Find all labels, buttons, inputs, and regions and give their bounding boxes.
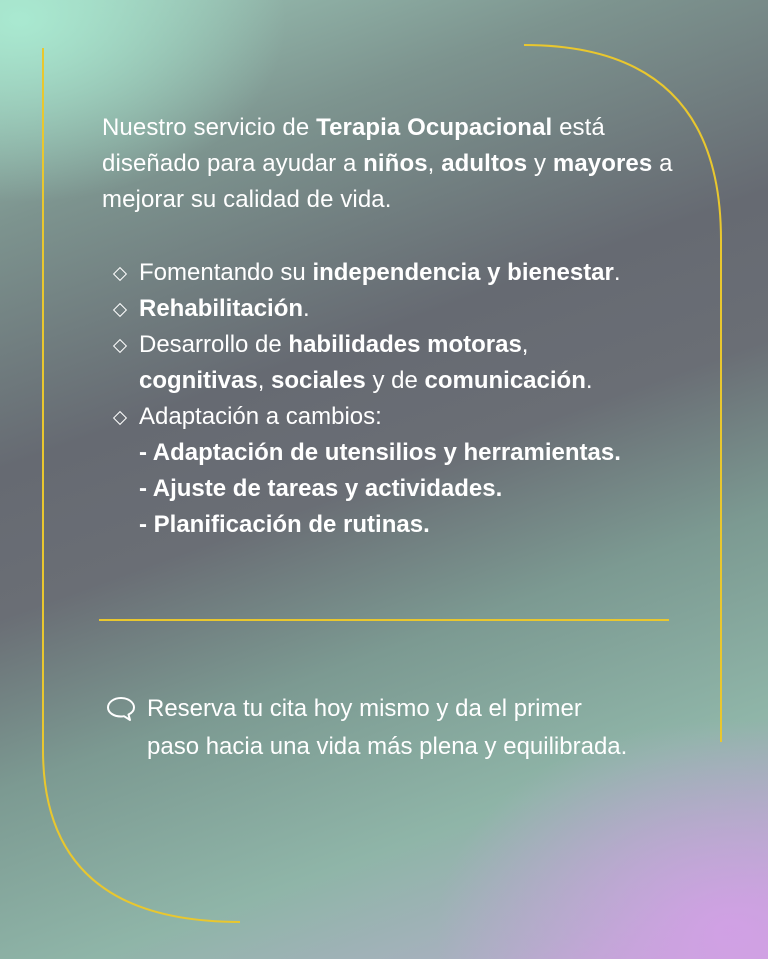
cta-line-2: paso hacia una vida más plena y equilibrada. bbox=[147, 733, 628, 760]
call-to-action bbox=[147, 690, 687, 766]
benefits-list bbox=[112, 255, 722, 543]
diamond-bullet-icon bbox=[113, 303, 127, 317]
sub-item-tasks: - Ajuste de tareas y actividades. bbox=[139, 475, 503, 502]
sub-item-routines: - Planificación de rutinas. bbox=[139, 511, 430, 538]
list-item: Rehabilitación. bbox=[112, 291, 722, 327]
list-item: Fomentando su independencia y bienestar. bbox=[112, 255, 722, 291]
cta-line-1: Reserva tu cita hoy mismo y da el primer bbox=[147, 695, 582, 722]
intro-paragraph: Nuestro servicio de Terapia Ocupacional está diseñado para ayudar a niños, adultos y mayores a mejorar su calidad de vida. bbox=[102, 114, 673, 213]
divider-line bbox=[99, 619, 669, 621]
diamond-bullet-icon bbox=[113, 411, 127, 425]
diamond-bullet-icon bbox=[113, 339, 127, 353]
diamond-bullet-icon bbox=[113, 267, 127, 281]
list-item: Adaptación a cambios: - Adaptación de utensilios y herramientas. - Ajuste de tareas y actividades. - Planificación de rutinas. bbox=[112, 399, 722, 543]
audience-elderly: mayores bbox=[552, 150, 653, 177]
audience-adults: adultos bbox=[441, 150, 528, 177]
list-item: Desarrollo de habilidades motoras, cognitivas, sociales y de comunicación. bbox=[112, 327, 722, 399]
audience-children: niños bbox=[363, 150, 428, 177]
speech-bubble-icon bbox=[106, 696, 136, 722]
sub-item-utensils: - Adaptación de utensilios y herramientas. bbox=[139, 439, 621, 466]
service-name: Terapia Ocupacional bbox=[316, 114, 553, 141]
